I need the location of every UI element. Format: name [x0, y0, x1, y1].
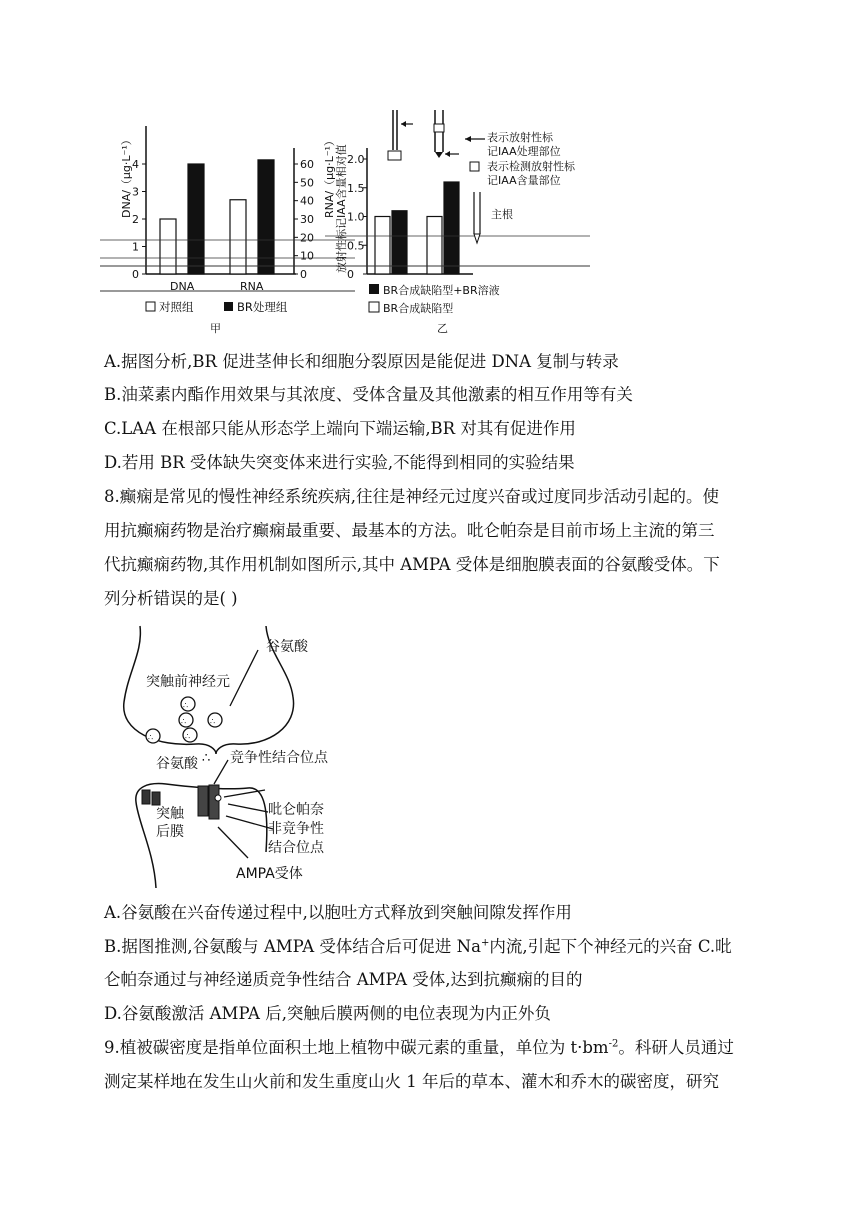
jia-caption: 甲 — [210, 322, 221, 335]
figure-yi-chart — [325, 108, 595, 340]
yi-bar — [392, 211, 407, 274]
figure-jia-chart — [100, 108, 360, 340]
yi-ylabel: 放射性标记IAA含量相对值 — [335, 144, 348, 273]
yi-legend-mutant-swatch — [369, 302, 379, 312]
q8-option-a: A.谷氨酸在兴奋传递过程中,以胞吐方式释放到突触间隙发挥作用 — [104, 903, 572, 922]
label-perampanel: 吡仑帕奈 — [268, 802, 324, 818]
annotation-treatment-1: 表示放射性标 — [487, 131, 553, 144]
jia-left-tick-label: 1 — [132, 240, 139, 254]
yi-legend-br: BR合成缺陷型+BR溶液 — [383, 284, 500, 297]
yi-bar — [427, 217, 442, 275]
svg-text:∴: ∴ — [210, 717, 216, 726]
arrow-label-icon — [465, 136, 485, 171]
q7-option-d: D.若用 BR 受体缺失突变体来进行实验,不能得到相同的实验结果 — [104, 453, 575, 472]
svg-text:∴: ∴ — [148, 733, 154, 742]
pipette-treatment-icon — [388, 110, 413, 160]
yi-tick-label: 2.0 — [347, 153, 365, 166]
yi-tick-label: 1.5 — [347, 181, 365, 195]
annotation-treatment-2: 记IAA处理部位 — [487, 145, 561, 158]
yi-bar — [444, 182, 459, 274]
q9-line1-pre: 9.植被碳密度是指单位面积土地上植物中碳元素的重量，单位为 t·bm — [104, 1038, 609, 1057]
q8-option-b — [104, 935, 732, 959]
q8-stem-line-1: 8.癫痫是常见的慢性神经系统疾病,往往是神经元过度兴奋或过度同步活动引起的。使 — [104, 487, 719, 506]
ampa-receptor-icon — [198, 785, 221, 819]
jia-legend-br: BR处理组 — [237, 300, 288, 314]
jia-left-tick-label: 2 — [132, 213, 139, 226]
yi-legend-br-swatch — [369, 284, 379, 294]
jia-right-tick-label: 0 — [300, 268, 307, 281]
pipette-detection-icon — [434, 110, 459, 158]
jia-legend-control: 对照组 — [159, 300, 194, 314]
jia-left-tick-label: 0 — [132, 268, 139, 281]
label-ampa-receptor: AMPA受体 — [236, 866, 303, 882]
jia-legend-br-swatch — [224, 302, 233, 311]
jia-left-tick-label: 4 — [132, 158, 139, 171]
released-glutamate-icon: ∴ — [202, 751, 211, 766]
jia-bar — [230, 200, 246, 274]
label-glutamate-left: 谷氨酸 — [156, 756, 198, 772]
jia-right-tick-label: 20 — [300, 231, 314, 245]
q7-option-b: B.油菜素内酯作用效果与其浓度、受体含量及其他激素的相互作用等有关 — [104, 385, 633, 404]
q8-option-c-continued: 仑帕奈通过与神经递质竞争性结合 AMPA 受体,达到抗癫痫的目的 — [104, 970, 583, 989]
q8-stem-line-2: 用抗癫痫药物是治疗癫痫最重要、最基本的方法。吡仑帕奈是目前市场上主流的第三 — [104, 521, 715, 540]
q8-option-b-post: 内流,引起下个神经元的兴奋 C.吡 — [489, 937, 732, 956]
jia-right-tick-label: 40 — [300, 194, 314, 208]
jia-left-tick-label: 3 — [132, 185, 139, 199]
label-postsynaptic-1: 突触 — [156, 806, 184, 822]
q7-option-c: C.LAA 在根部只能从形态学上端向下端运输,BR 对其有促进作用 — [104, 419, 576, 438]
jia-right-ylabel: RNA/（μg·L⁻¹） — [323, 135, 336, 218]
jia-right-tick-label: 60 — [300, 158, 314, 171]
q9-line1-post: 。科研人员通过 — [618, 1038, 734, 1057]
yi-tick-label: 0 — [347, 268, 354, 281]
yi-bar — [375, 217, 390, 275]
svg-text:∴: ∴ — [181, 717, 187, 726]
jia-right-tick-label: 50 — [300, 176, 314, 190]
q8-stem-line-3: 代抗癫痫药物,其作用机制如图所示,其中 AMPA 受体是细胞膜表面的谷氨酸受体。下 — [104, 555, 720, 574]
label-presynaptic-neuron: 突触前神经元 — [146, 674, 230, 690]
label-postsynaptic-2: 后膜 — [156, 824, 184, 840]
q9-line1-sup: -2 — [608, 1038, 619, 1050]
vesicle-icons — [146, 697, 222, 743]
jia-bar — [188, 164, 204, 274]
jia-legend-control-swatch — [146, 302, 155, 311]
yi-tick-label: 0.5 — [347, 239, 365, 253]
yi-tick-label: 1.0 — [347, 210, 365, 224]
label-noncompetitive-2: 结合位点 — [268, 840, 324, 856]
jia-bar — [258, 160, 274, 274]
jia-left-ylabel: DNA/（μg·L⁻¹） — [120, 134, 133, 218]
q7-option-a: A.据图分析,BR 促进茎伸长和细胞分裂原因是能促进 DNA 复制与转录 — [104, 352, 619, 371]
jia-right-tick-label: 30 — [300, 213, 314, 226]
q8-option-d: D.谷氨酸激活 AMPA 后,突触后膜两侧的电位表现为内正外负 — [104, 1004, 551, 1023]
label-noncompetitive-1: 非竞争性 — [268, 821, 324, 837]
svg-text:∴: ∴ — [183, 701, 189, 710]
receptor-small-icon — [142, 790, 160, 805]
annotation-detection-1: 表示检测放射性标 — [487, 160, 575, 173]
yi-caption: 乙 — [437, 322, 448, 335]
label-competitive-site: 竞争性结合位点 — [230, 750, 328, 766]
q9-stem-line-1 — [104, 1036, 734, 1060]
annotation-main-root: 主根 — [491, 208, 513, 221]
q9-stem-line-2: 测定某样地在发生山火前和发生重度山火 1 年后的草本、灌木和乔木的碳密度，研究 — [104, 1072, 719, 1091]
q8-option-b-sup: + — [480, 937, 490, 949]
main-root-icon — [474, 192, 480, 243]
synapse-figure — [118, 622, 388, 888]
jia-right-tick-label: 10 — [300, 249, 314, 263]
svg-text:∴: ∴ — [185, 732, 191, 741]
annotation-detection-2: 记IAA含量部位 — [487, 174, 561, 187]
jia-category-dna: DNA — [170, 280, 195, 293]
q8-stem-line-4: 列分析错误的是( ) — [104, 589, 238, 608]
q8-option-b-pre: B.据图推测,谷氨酸与 AMPA 受体结合后可促进 Na — [104, 937, 481, 956]
yi-legend-mutant: BR合成缺陷型 — [383, 302, 454, 315]
label-glutamate-top: 谷氨酸 — [266, 639, 308, 655]
jia-category-rna: RNA — [240, 280, 264, 293]
